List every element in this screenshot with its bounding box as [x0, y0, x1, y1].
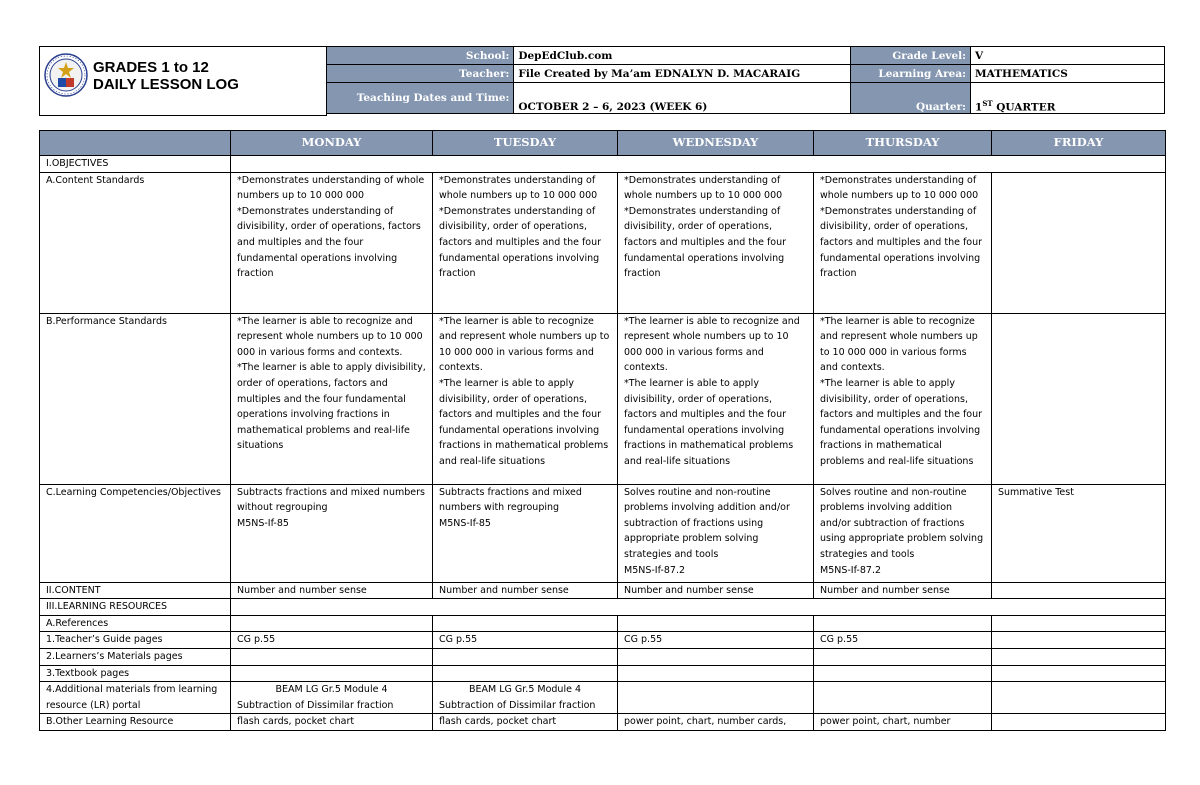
day-friday: FRIDAY	[992, 131, 1166, 156]
objectives-row	[40, 156, 1166, 173]
performance-standards-row	[40, 313, 1166, 484]
references-label: A.References	[40, 615, 231, 632]
learning-area-label: Learning Area:	[850, 65, 971, 83]
grade-level-value: V	[971, 47, 1165, 65]
additional-materials-friday	[992, 682, 1166, 714]
performance-standards-wednesday: *The learner is able to recognize and represent whole numbers up to 10 000 000 in various forms and contexts. *The learner is able to apply divisibility, order of operations, factors and multiples and the four fundamental operations involving fractions in mathematical problems and real-life situations	[618, 313, 814, 484]
objectives-label: I.OBJECTIVES	[40, 156, 231, 173]
learners-materials-row	[40, 648, 1166, 665]
day-tuesday: TUESDAY	[433, 131, 618, 156]
objectives-span-cell	[231, 156, 1166, 173]
additional-materials-label: 4.Additional materials from learning resource (LR) portal	[40, 682, 231, 714]
learning-competencies-label: C.Learning Competencies/Objectives	[40, 484, 231, 582]
references-friday	[992, 615, 1166, 632]
learners-materials-wednesday	[618, 648, 814, 665]
deped-seal-icon	[44, 53, 88, 97]
performance-standards-tuesday: *The learner is able to recognize and represent whole numbers up to 10 000 000 in various forms and contexts. *The learner is able to apply divisibility, order of operations, factors and multiples and the four fundamental operations involving fractions in mathematical problems and real-life situations	[433, 313, 618, 484]
content-standards-wednesday: *Demonstrates understanding of whole numbers up to 10 000 000 *Demonstrates understanding of divisibility, order of operations, factors and multiples and the four fundamental operations involving fraction	[618, 172, 814, 313]
info-table	[326, 46, 1165, 114]
title-block	[39, 46, 327, 116]
additional-materials-wednesday	[618, 682, 814, 714]
learners-materials-tuesday	[433, 648, 618, 665]
textbook-friday	[992, 665, 1166, 682]
day-thursday: THURSDAY	[814, 131, 992, 156]
day-header-row	[40, 131, 1166, 156]
additional-materials-tuesday	[433, 682, 618, 714]
learners-materials-thursday	[814, 648, 992, 665]
additional-materials-row	[40, 682, 1166, 714]
learning-competencies-thursday: Solves routine and non-routine problems involving addition and/or subtraction of fractions using appropriate problem solving strategies and tools M5NS-If-87.2	[814, 484, 992, 582]
school-label: School:	[327, 47, 514, 65]
teachers-guide-wednesday: CG p.55	[618, 632, 814, 649]
learning-competencies-wednesday: Solves routine and non-routine problems involving addition and/or subtraction of fractions using appropriate problem solving strategies and tools M5NS-If-87.2	[618, 484, 814, 582]
learners-materials-monday	[231, 648, 433, 665]
learners-materials-friday	[992, 648, 1166, 665]
content-standards-row	[40, 172, 1166, 313]
teachers-guide-tuesday: CG p.55	[433, 632, 618, 649]
content-standards-thursday: *Demonstrates understanding of whole numbers up to 10 000 000 *Demonstrates understanding of divisibility, order of operations, factors and multiples and the four fundamental operations involving fraction	[814, 172, 992, 313]
other-resources-monday: flash cards, pocket chart	[231, 714, 433, 731]
other-resources-tuesday: flash cards, pocket chart	[433, 714, 618, 731]
school-value: DepEdClub.com	[514, 47, 850, 65]
learning-competencies-monday: Subtracts fractions and mixed numbers without regrouping M5NS-If-85	[231, 484, 433, 582]
teachers-guide-thursday: CG p.55	[814, 632, 992, 649]
other-resources-wednesday: power point, chart, number cards,	[618, 714, 814, 731]
content-thursday: Number and number sense	[814, 582, 992, 599]
lesson-log-table	[39, 130, 1166, 731]
performance-standards-label: B.Performance Standards	[40, 313, 231, 484]
quarter-number: 1	[975, 101, 983, 113]
content-standards-monday: *Demonstrates understanding of whole numbers up to 10 000 000 *Demonstrates understanding of divisibility, order of operations, factors and multiples and the four fundamental operations involving fraction	[231, 172, 433, 313]
title-line-2: DAILY LESSON LOG	[93, 76, 239, 93]
content-monday: Number and number sense	[231, 582, 433, 599]
performance-standards-monday: *The learner is able to recognize and represent whole numbers up to 10 000 000 in various forms and contexts. *The learner is able to apply divisibility, order of operations, factors and multiples and the four fundamental operations involving fractions in mathematical problems and real-life situations	[231, 313, 433, 484]
teachers-guide-monday: CG p.55	[231, 632, 433, 649]
title-line-1: GRADES 1 to 12	[93, 59, 209, 76]
content-tuesday: Number and number sense	[433, 582, 618, 599]
other-resources-row	[40, 714, 1166, 731]
quarter-value	[971, 83, 1165, 114]
additional-monday-line-1: BEAM LG Gr.5 Module 4	[275, 684, 388, 696]
learning-resources-row	[40, 599, 1166, 616]
content-friday	[992, 582, 1166, 599]
quarter-label: Quarter:	[850, 83, 971, 114]
textbook-row	[40, 665, 1166, 682]
references-row	[40, 615, 1166, 632]
references-tuesday	[433, 615, 618, 632]
quarter-text: QUARTER	[992, 101, 1056, 113]
learning-competencies-tuesday: Subtracts fractions and mixed numbers with regrouping M5NS-If-85	[433, 484, 618, 582]
learning-resources-label: III.LEARNING RESOURCES	[40, 599, 231, 616]
content-standards-label: A.Content Standards	[40, 172, 231, 313]
learning-competencies-row	[40, 484, 1166, 582]
content-wednesday: Number and number sense	[618, 582, 814, 599]
day-monday: MONDAY	[231, 131, 433, 156]
additional-materials-thursday	[814, 682, 992, 714]
references-monday	[231, 615, 433, 632]
additional-tuesday-line-2: Subtraction of Dissimilar fraction	[439, 699, 596, 711]
additional-materials-monday	[231, 682, 433, 714]
textbook-label: 3.Textbook pages	[40, 665, 231, 682]
other-resources-label: B.Other Learning Resource	[40, 714, 231, 731]
content-row	[40, 582, 1166, 599]
grade-level-label: Grade Level:	[850, 47, 971, 65]
learners-materials-label: 2.Learners’s Materials pages	[40, 648, 231, 665]
other-resources-friday	[992, 714, 1166, 731]
learning-resources-span-cell	[231, 599, 1166, 616]
day-wednesday: WEDNESDAY	[618, 131, 814, 156]
document-title	[93, 59, 239, 93]
textbook-wednesday	[618, 665, 814, 682]
teachers-guide-row	[40, 632, 1166, 649]
lesson-log-header	[39, 46, 1165, 118]
textbook-monday	[231, 665, 433, 682]
teacher-label: Teacher:	[327, 65, 514, 83]
teachers-guide-friday	[992, 632, 1166, 649]
content-standards-tuesday: *Demonstrates understanding of whole numbers up to 10 000 000 *Demonstrates understanding of divisibility, order of operations, factors and multiples and the four fundamental operations involving fraction	[433, 172, 618, 313]
additional-monday-line-2: Subtraction of Dissimilar fraction	[237, 699, 394, 711]
quarter-ordinal: ST	[982, 98, 993, 108]
additional-tuesday-line-1: BEAM LG Gr.5 Module 4	[469, 684, 581, 696]
content-label: II.CONTENT	[40, 582, 231, 599]
textbook-thursday	[814, 665, 992, 682]
teacher-value: File Created by Ma’am EDNALYN D. MACARAIG	[514, 65, 850, 83]
learning-competencies-friday: Summative Test	[992, 484, 1166, 582]
references-wednesday	[618, 615, 814, 632]
learning-area-value: MATHEMATICS	[971, 65, 1165, 83]
other-resources-thursday: power point, chart, number	[814, 714, 992, 731]
teaching-dates-label: Teaching Dates and Time:	[327, 83, 514, 114]
performance-standards-friday	[992, 313, 1166, 484]
corner-cell	[40, 131, 231, 156]
teaching-dates-value: OCTOBER 2 – 6, 2023 (WEEK 6)	[514, 83, 850, 114]
references-thursday	[814, 615, 992, 632]
textbook-tuesday	[433, 665, 618, 682]
teachers-guide-label: 1.Teacher’s Guide pages	[40, 632, 231, 649]
performance-standards-thursday: *The learner is able to recognize and represent whole numbers up to 10 000 000 in various forms and contexts. *The learner is able to apply divisibility, order of operations, factors and multiples and the four fundamental operations involving fractions in mathematical problems and real-life situations	[814, 313, 992, 484]
content-standards-friday	[992, 172, 1166, 313]
